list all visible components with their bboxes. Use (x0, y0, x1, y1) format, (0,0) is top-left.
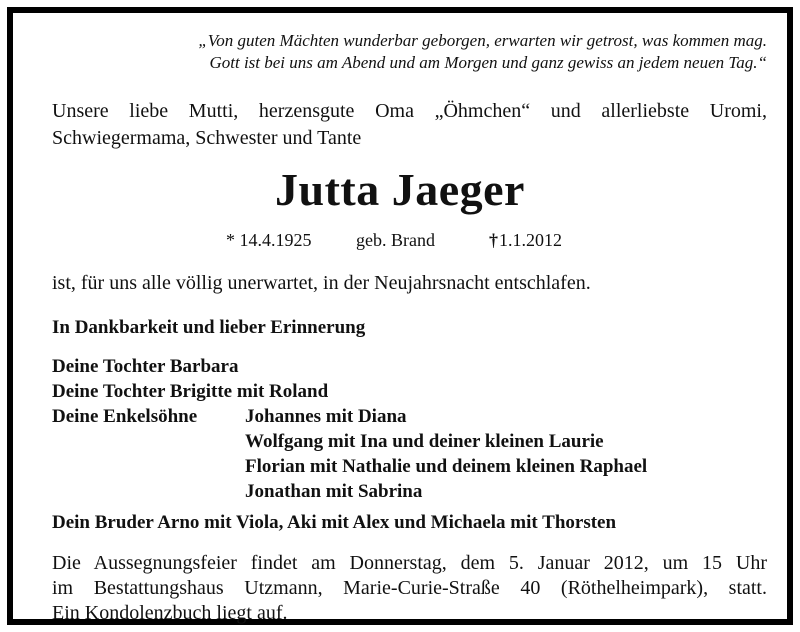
family-member-detail: Wolfgang mit Ina und deiner kleinen Laurie (245, 431, 604, 452)
family-member: Deine Enkelsöhne (52, 406, 198, 427)
family-member: Deine Tochter Barbara (52, 356, 239, 377)
family-member-detail: Johannes mit Diana (245, 406, 407, 427)
life-dates (226, 229, 562, 251)
funeral-line-1: Die Aussegnungsfeier findet am Donnerstag, dem 5. Januar 2012, um 15 Uhr (52, 552, 767, 574)
funeral-info (52, 551, 767, 626)
bonhoeffer-quote (198, 30, 767, 74)
funeral-line-2: im Bestattungshaus Utzmann, Marie-Curie-Straße 40 (Röthelheimpark), statt. (52, 577, 767, 599)
quote-line-1: „Von guten Mächten wunderbar geborgen, erwarten wir getrost, was kommen mag. (198, 31, 767, 50)
intro-text (52, 98, 767, 152)
birth-date: * 14.4.1925 (226, 230, 312, 250)
family-member-detail: Florian mit Nathalie und deinem kleinen Raphael (245, 456, 648, 477)
intro-line-2: Schwiegermama, Schwester und Tante (52, 127, 362, 149)
death-date-group (489, 229, 562, 251)
obituary-notice (7, 7, 793, 625)
cross-icon: † (489, 230, 498, 250)
quote-line-2: Gott ist bei uns am Abend und am Morgen und ganz gewiss an jedem neuen Tag.“ (209, 53, 767, 72)
maiden-name: geb. Brand (356, 230, 435, 250)
family-member: Deine Tochter Brigitte mit Roland (52, 381, 329, 402)
thanks-line: In Dankbarkeit und lieber Erinnerung (52, 317, 366, 338)
brother-line: Dein Bruder Arno mit Viola, Aki mit Alex und Michaela mit Thorsten (52, 512, 617, 533)
passing-text: ist, für uns alle völlig unerwartet, in der Neujahrsnacht entschlafen. (52, 272, 591, 294)
family-member-detail: Jonathan mit Sabrina (245, 481, 423, 502)
death-date: 1.1.2012 (499, 230, 562, 250)
funeral-line-3: Ein Kondolenzbuch liegt auf. (52, 602, 288, 624)
intro-line-1: Unsere liebe Mutti, herzensgute Oma „Öhmchen“ und allerliebste Uromi, (52, 100, 767, 122)
deceased-name: Jutta Jaeger (275, 164, 525, 215)
